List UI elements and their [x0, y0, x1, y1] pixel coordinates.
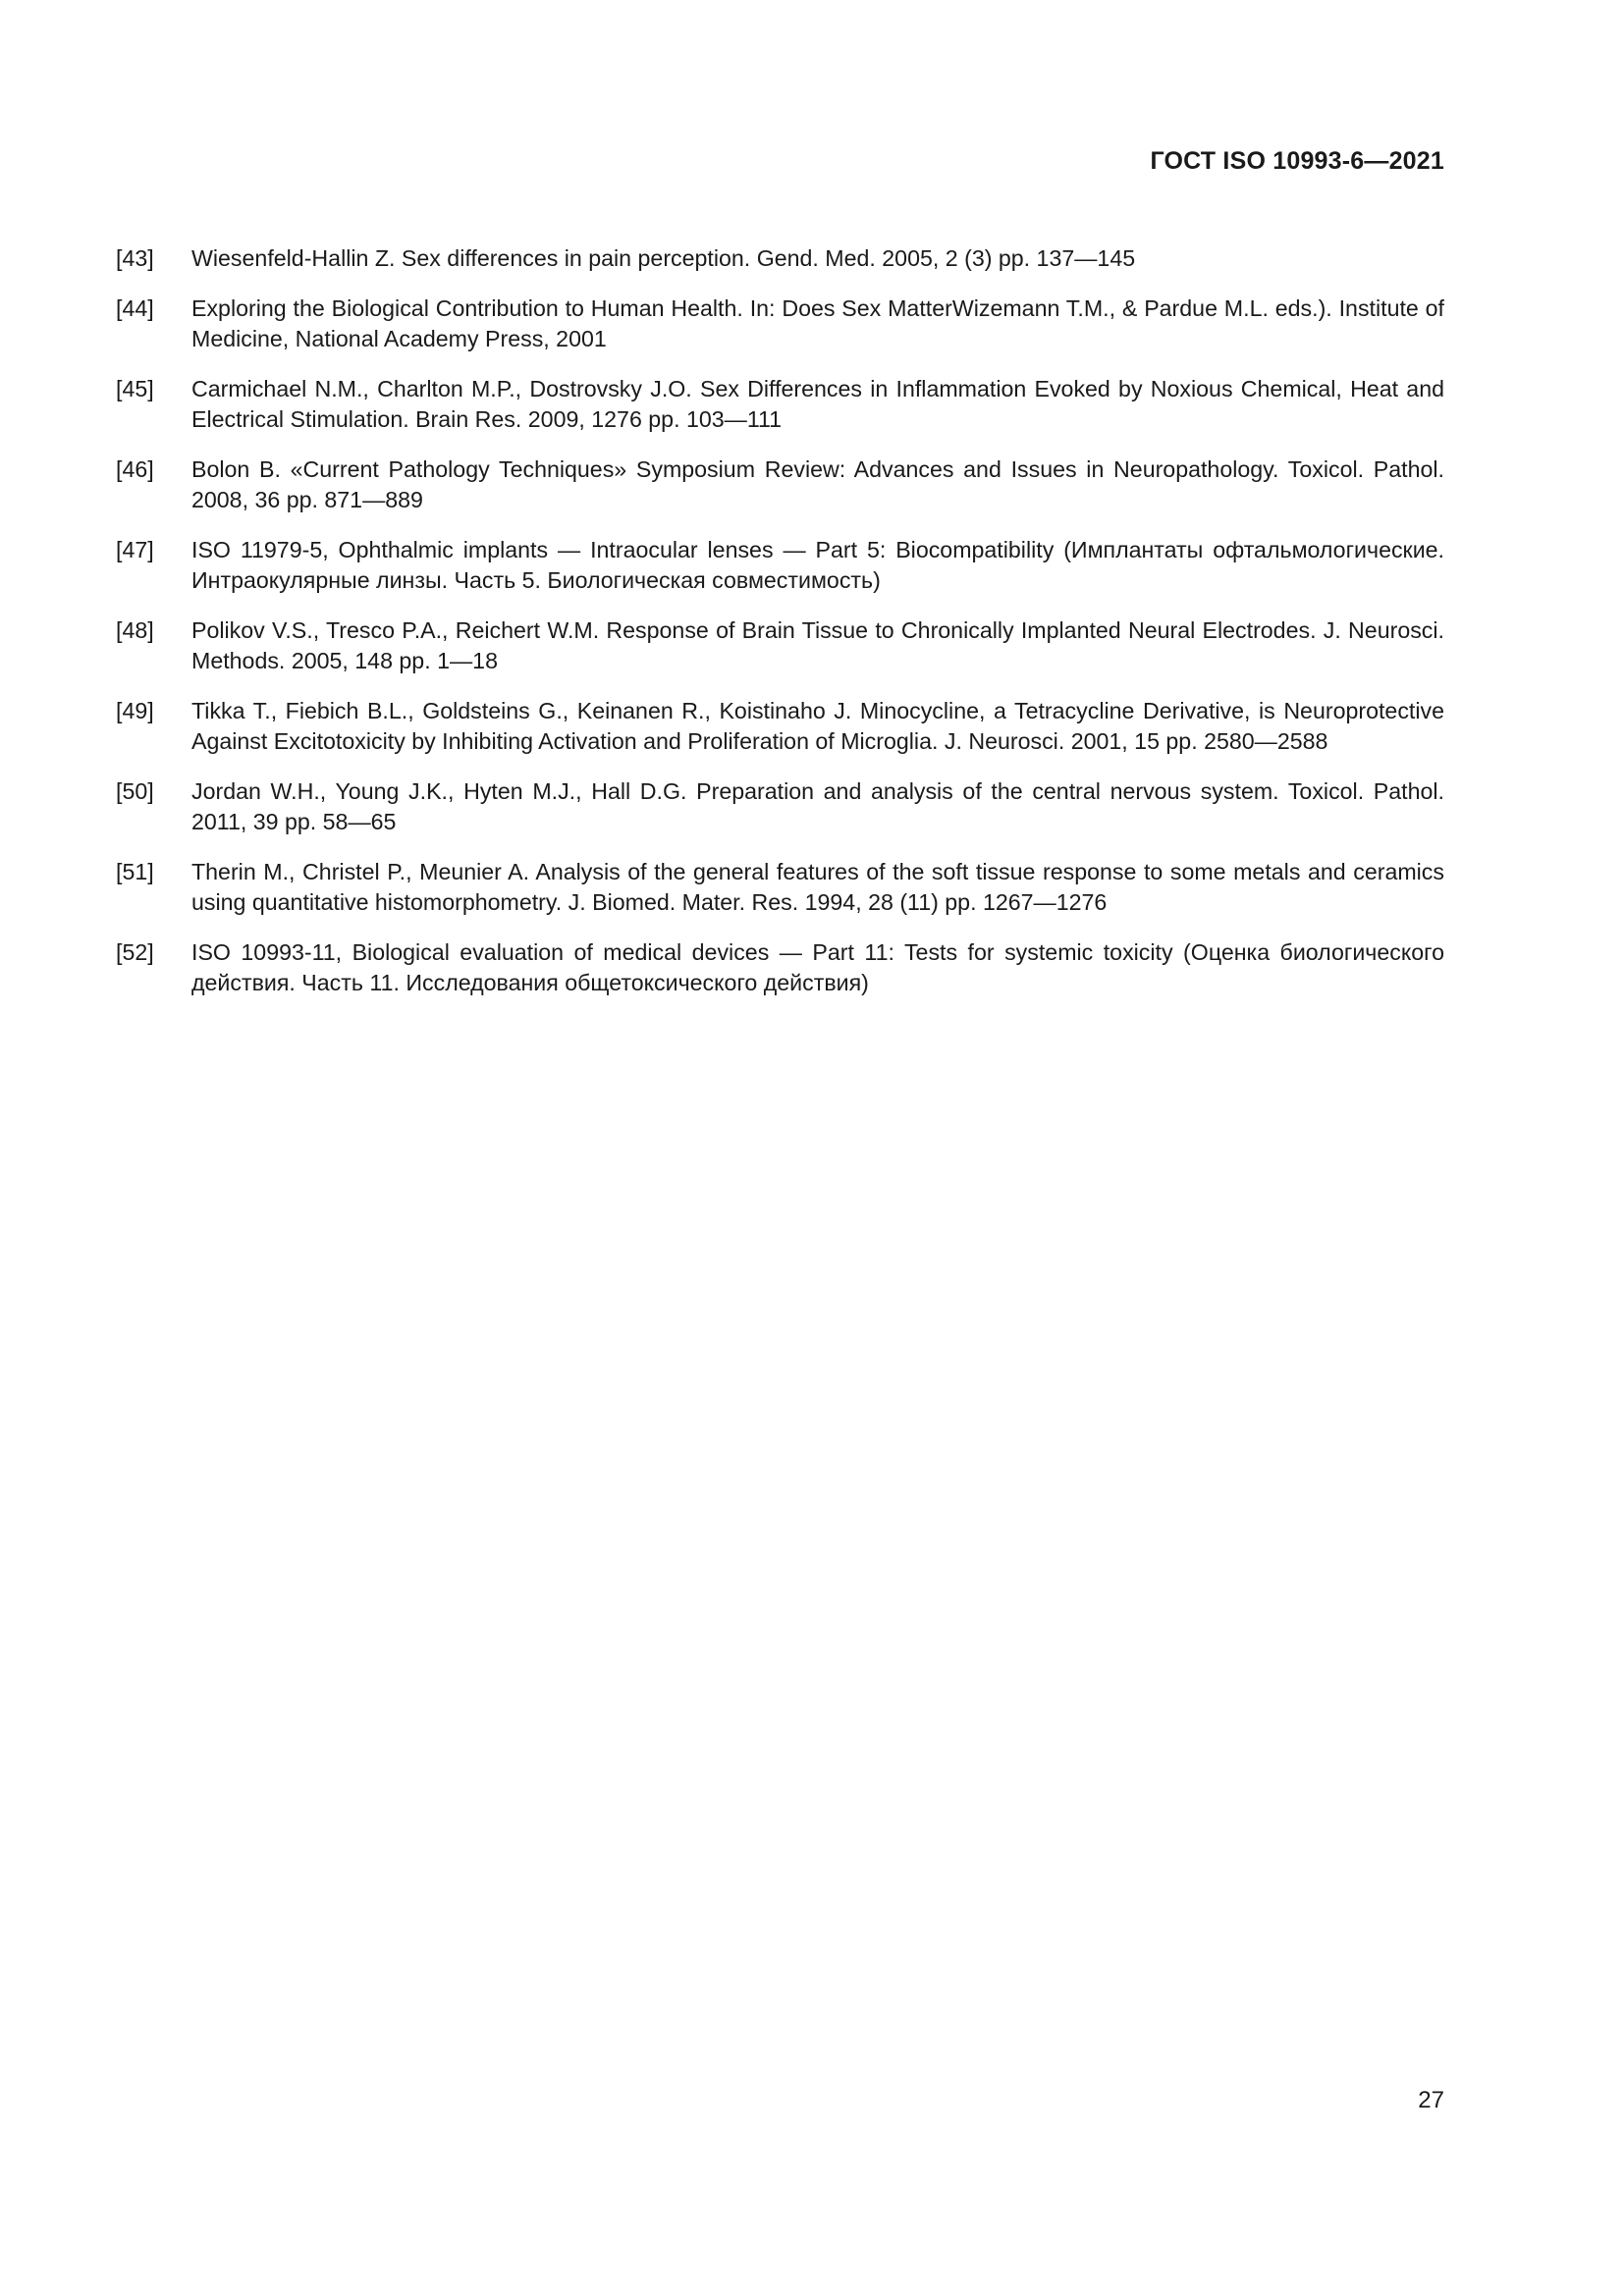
reference-text: Wiesenfeld-Hallin Z. Sex differences in pain perception. Gend. Med. 2005, 2 (3) pp. 137—145: [191, 245, 1136, 271]
reference-number: [45]: [116, 376, 154, 401]
reference-number: [47]: [116, 537, 154, 562]
bibliography-entry: [116, 696, 1444, 757]
bibliography-entry: [116, 535, 1444, 596]
page-number: 27: [1418, 2087, 1444, 2113]
reference-text: Tikka T., Fiebich B.L., Goldsteins G., Keinanen R., Koistinaho J. Minocycline, a Tetracycline Derivative, is Neuroprotective Against Excitotoxicity by Inhibiting Activation and Proliferation of Microglia. J. Neurosci. 2001, 15 pp. 2580—2588: [191, 698, 1444, 754]
reference-number: [52]: [116, 939, 154, 965]
bibliography-entry: [116, 937, 1444, 998]
bibliography-entry: [116, 857, 1444, 918]
bibliography-entry: [116, 374, 1444, 435]
bibliography-entry: [116, 243, 1444, 274]
document-code-header: ГОСТ ISO 10993-6—2021: [1150, 147, 1444, 175]
bibliography-entry: [116, 615, 1444, 676]
reference-text: Exploring the Biological Contribution to Human Health. In: Does Sex MatterWizemann T.M., & Pardue M.L. eds.). Institute of Medicine, National Academy Press, 2001: [191, 295, 1444, 351]
reference-number: [48]: [116, 617, 154, 643]
reference-text: Carmichael N.M., Charlton M.P., Dostrovsky J.O. Sex Differences in Inflammation Evoked by Noxious Chemical, Heat and Electrical Stimulation. Brain Res. 2009, 1276 pp. 103—111: [191, 376, 1444, 432]
reference-number: [51]: [116, 859, 154, 884]
bibliography-entry: [116, 454, 1444, 515]
reference-number: [44]: [116, 295, 154, 321]
reference-text: ISO 10993-11, Biological evaluation of medical devices — Part 11: Tests for systemic toxicity (Оценка биологического действия. Часть 11. Исследования общетоксического действия): [191, 939, 1444, 995]
bibliography-list: [116, 243, 1444, 1018]
reference-number: [50]: [116, 778, 154, 804]
reference-number: [46]: [116, 456, 154, 482]
reference-number: [49]: [116, 698, 154, 723]
reference-text: ISO 11979-5, Ophthalmic implants — Intraocular lenses — Part 5: Biocompatibility (Имплантаты офтальмологические. Интраокулярные линзы. Часть 5. Биологическая совместимость): [191, 537, 1444, 593]
reference-text: Polikov V.S., Tresco P.A., Reichert W.M. Response of Brain Tissue to Chronically Implanted Neural Electrodes. J. Neurosci. Methods. 2005, 148 pp. 1—18: [191, 617, 1444, 673]
bibliography-entry: [116, 294, 1444, 354]
reference-text: Therin M., Christel P., Meunier A. Analysis of the general features of the soft tissue response to some metals and ceramics using quantitative histomorphometry. J. Biomed. Mater. Res. 1994, 28 (11) pp. 1267—1276: [191, 859, 1444, 915]
reference-number: [43]: [116, 245, 154, 271]
reference-text: Bolon B. «Current Pathology Techniques» Symposium Review: Advances and Issues in Neuropathology. Toxicol. Pathol. 2008, 36 pp. 871—889: [191, 456, 1444, 512]
bibliography-entry: [116, 776, 1444, 837]
reference-text: Jordan W.H., Young J.K., Hyten M.J., Hall D.G. Preparation and analysis of the central nervous system. Toxicol. Pathol. 2011, 39 pp. 58—65: [191, 778, 1444, 834]
